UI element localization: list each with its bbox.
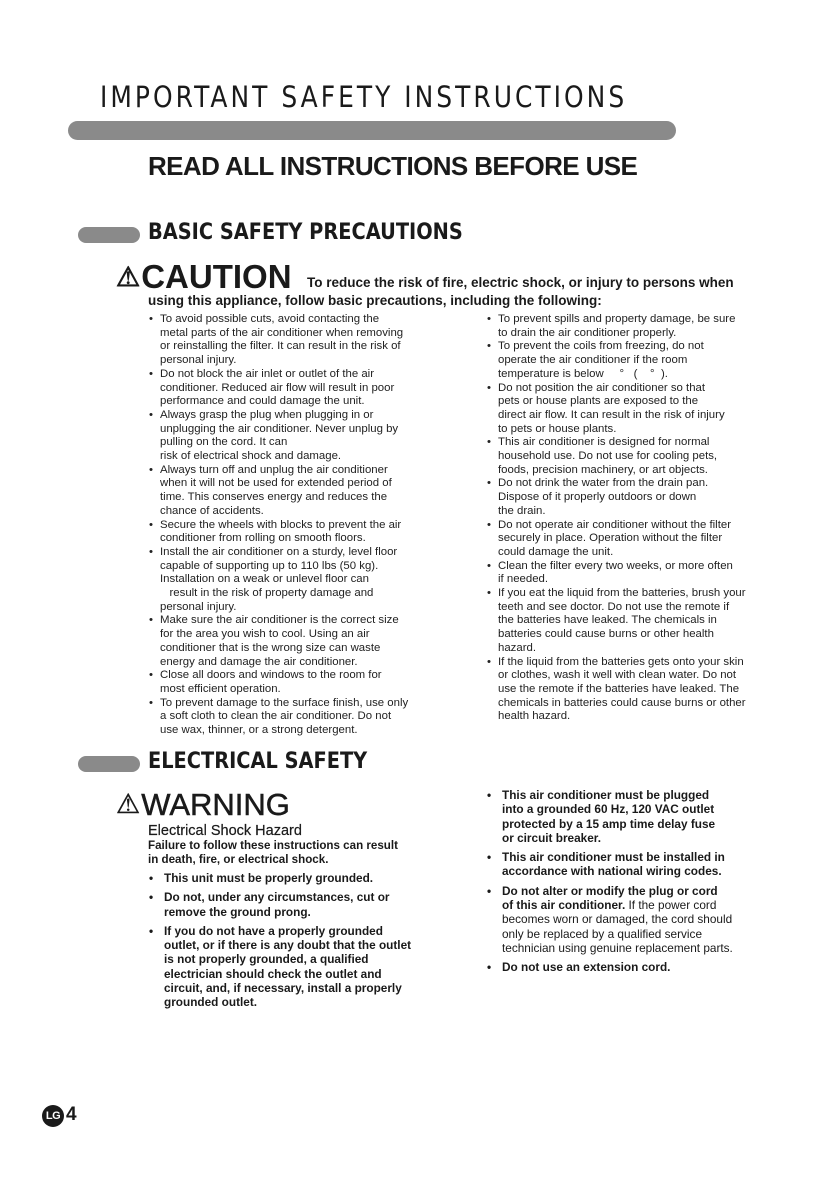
list-item: • Do not use an extension cord. (486, 960, 806, 974)
lg-logo: LG (42, 1105, 64, 1127)
hazard-text: Failure to follow these instructions can result in death, fire, or electrical shock. (148, 839, 398, 867)
list-item: • Do not position the air conditioner so that pets or house plants are exposed to the direct air flow. It can result in the risk of injury to pets or house plants. (486, 382, 791, 437)
list-item-normal-text: If the power cord becomes worn or damaged, the cord should only be replaced by a qualified service technician using genuine replacement parts. (502, 898, 733, 955)
list-item: • Always turn off and unplug the air conditioner when it will not be used for extended period of time. This conserves energy and reduces the chance of accidents. (148, 464, 473, 519)
list-item: • Install the air conditioner on a sturdy, level floor capable of supporting up to 110 lbs (50 kg). Installation on a weak or unlevel floor can result in the risk of property damage and personal injury. (148, 546, 473, 615)
list-item: • Do not drink the water from the drain pan. Dispose of it properly outdoors or down the drain. (486, 477, 791, 518)
caution-word: CAUTION (141, 258, 292, 295)
basic-safety-heading: BASIC SAFETY PRECAUTIONS (148, 220, 463, 245)
list-item: • If the liquid from the batteries gets onto your skin or clothes, wash it well with clean water. Do not use the remote if the batteries have leaked. The chemicals in batteries could cause burns or other health hazard. (486, 656, 791, 725)
list-item: • Always grasp the plug when plugging in or unplugging the air conditioner. Never unplug by pulling on the cord. It can risk of electrical shock and damage. (148, 409, 473, 464)
electrical-safety-heading: ELECTRICAL SAFETY (148, 749, 368, 774)
list-item: • Do not, under any circumstances, cut or remove the ground prong. (148, 890, 468, 919)
list-item: • This air conditioner must be plugged into a grounded 60 Hz, 120 VAC outlet protected by a 15 amp time delay fuse or circuit breaker. (486, 788, 806, 845)
list-item: • This air conditioner is designed for normal household use. Do not use for cooling pets, foods, precision machinery, or art objects. (486, 436, 791, 477)
hazard-title: Electrical Shock Hazard (148, 823, 302, 839)
list-item (486, 884, 806, 955)
list-item: • To avoid possible cuts, avoid contacting the metal parts of the air conditioner when removing or reinstalling the filter. It can result in the risk of personal injury. (148, 313, 473, 368)
list-item: • Secure the wheels with blocks to prevent the air conditioner from rolling on smooth floors. (148, 519, 473, 546)
list-item: • To prevent damage to the surface finish, use only a soft cloth to clean the air conditioner. Do not use wax, thinner, or a strong detergent. (148, 697, 473, 738)
read-all-heading: READ ALL INSTRUCTIONS BEFORE USE (148, 151, 638, 181)
electrical-left-list (148, 871, 468, 1015)
warning-label (116, 787, 290, 823)
warning-triangle-icon: ⚠ (116, 789, 141, 819)
list-item: • If you eat the liquid from the batteries, brush your teeth and see doctor. Do not use the remote if the batteries have leaked. The chemicals in batteries could cause burns or other health hazard. (486, 587, 791, 656)
basic-precautions-left-list (148, 313, 473, 738)
list-item: • To prevent spills and property damage, be sure to drain the air conditioner properly. (486, 313, 791, 340)
page-number: 4 (66, 1104, 77, 1125)
list-item: • This unit must be properly grounded. (148, 871, 468, 885)
caution-intro-line2: using this appliance, follow basic precautions, including the following: (148, 293, 602, 308)
list-item: • Close all doors and windows to the room for most efficient operation. (148, 669, 473, 696)
list-item: • This air conditioner must be installed in accordance with national wiring codes. (486, 850, 806, 879)
page-title: IMPORTANT SAFETY INSTRUCTIONS (100, 80, 628, 114)
section-pill (78, 756, 140, 772)
list-item: • If you do not have a properly grounded outlet, or if there is any doubt that the outlet is not properly grounded, a qualified electrician should check the outlet and circuit, and, if necessary, install a properly grounded outlet. (148, 924, 468, 1010)
section-pill (78, 227, 140, 243)
list-item-bold-text: Do not alter or modify the plug or cord of this air conditioner. (502, 883, 718, 913)
list-item: • To prevent the coils from freezing, do not operate the air conditioner if the room temperature is below ° ( ° ). (486, 340, 791, 381)
caution-label (116, 258, 292, 296)
title-bar (68, 121, 676, 140)
list-item: • Make sure the air conditioner is the correct size for the area you wish to cool. Using an air conditioner that is the wrong size can waste energy and damage the air conditioner. (148, 614, 473, 669)
electrical-right-list (486, 788, 806, 980)
warning-triangle-icon: ⚠ (116, 262, 141, 292)
list-item: • Do not block the air inlet or outlet of the air conditioner. Reduced air flow will result in poor performance and could damage the unit. (148, 368, 473, 409)
list-item: • Do not operate air conditioner without the filter securely in place. Operation without the filter could damage the unit. (486, 519, 791, 560)
basic-precautions-right-list (486, 313, 791, 724)
list-item: • Clean the filter every two weeks, or more often if needed. (486, 560, 791, 587)
warning-word: WARNING (141, 787, 290, 822)
caution-intro-line1: To reduce the risk of fire, electric shock, or injury to persons when (307, 275, 734, 290)
